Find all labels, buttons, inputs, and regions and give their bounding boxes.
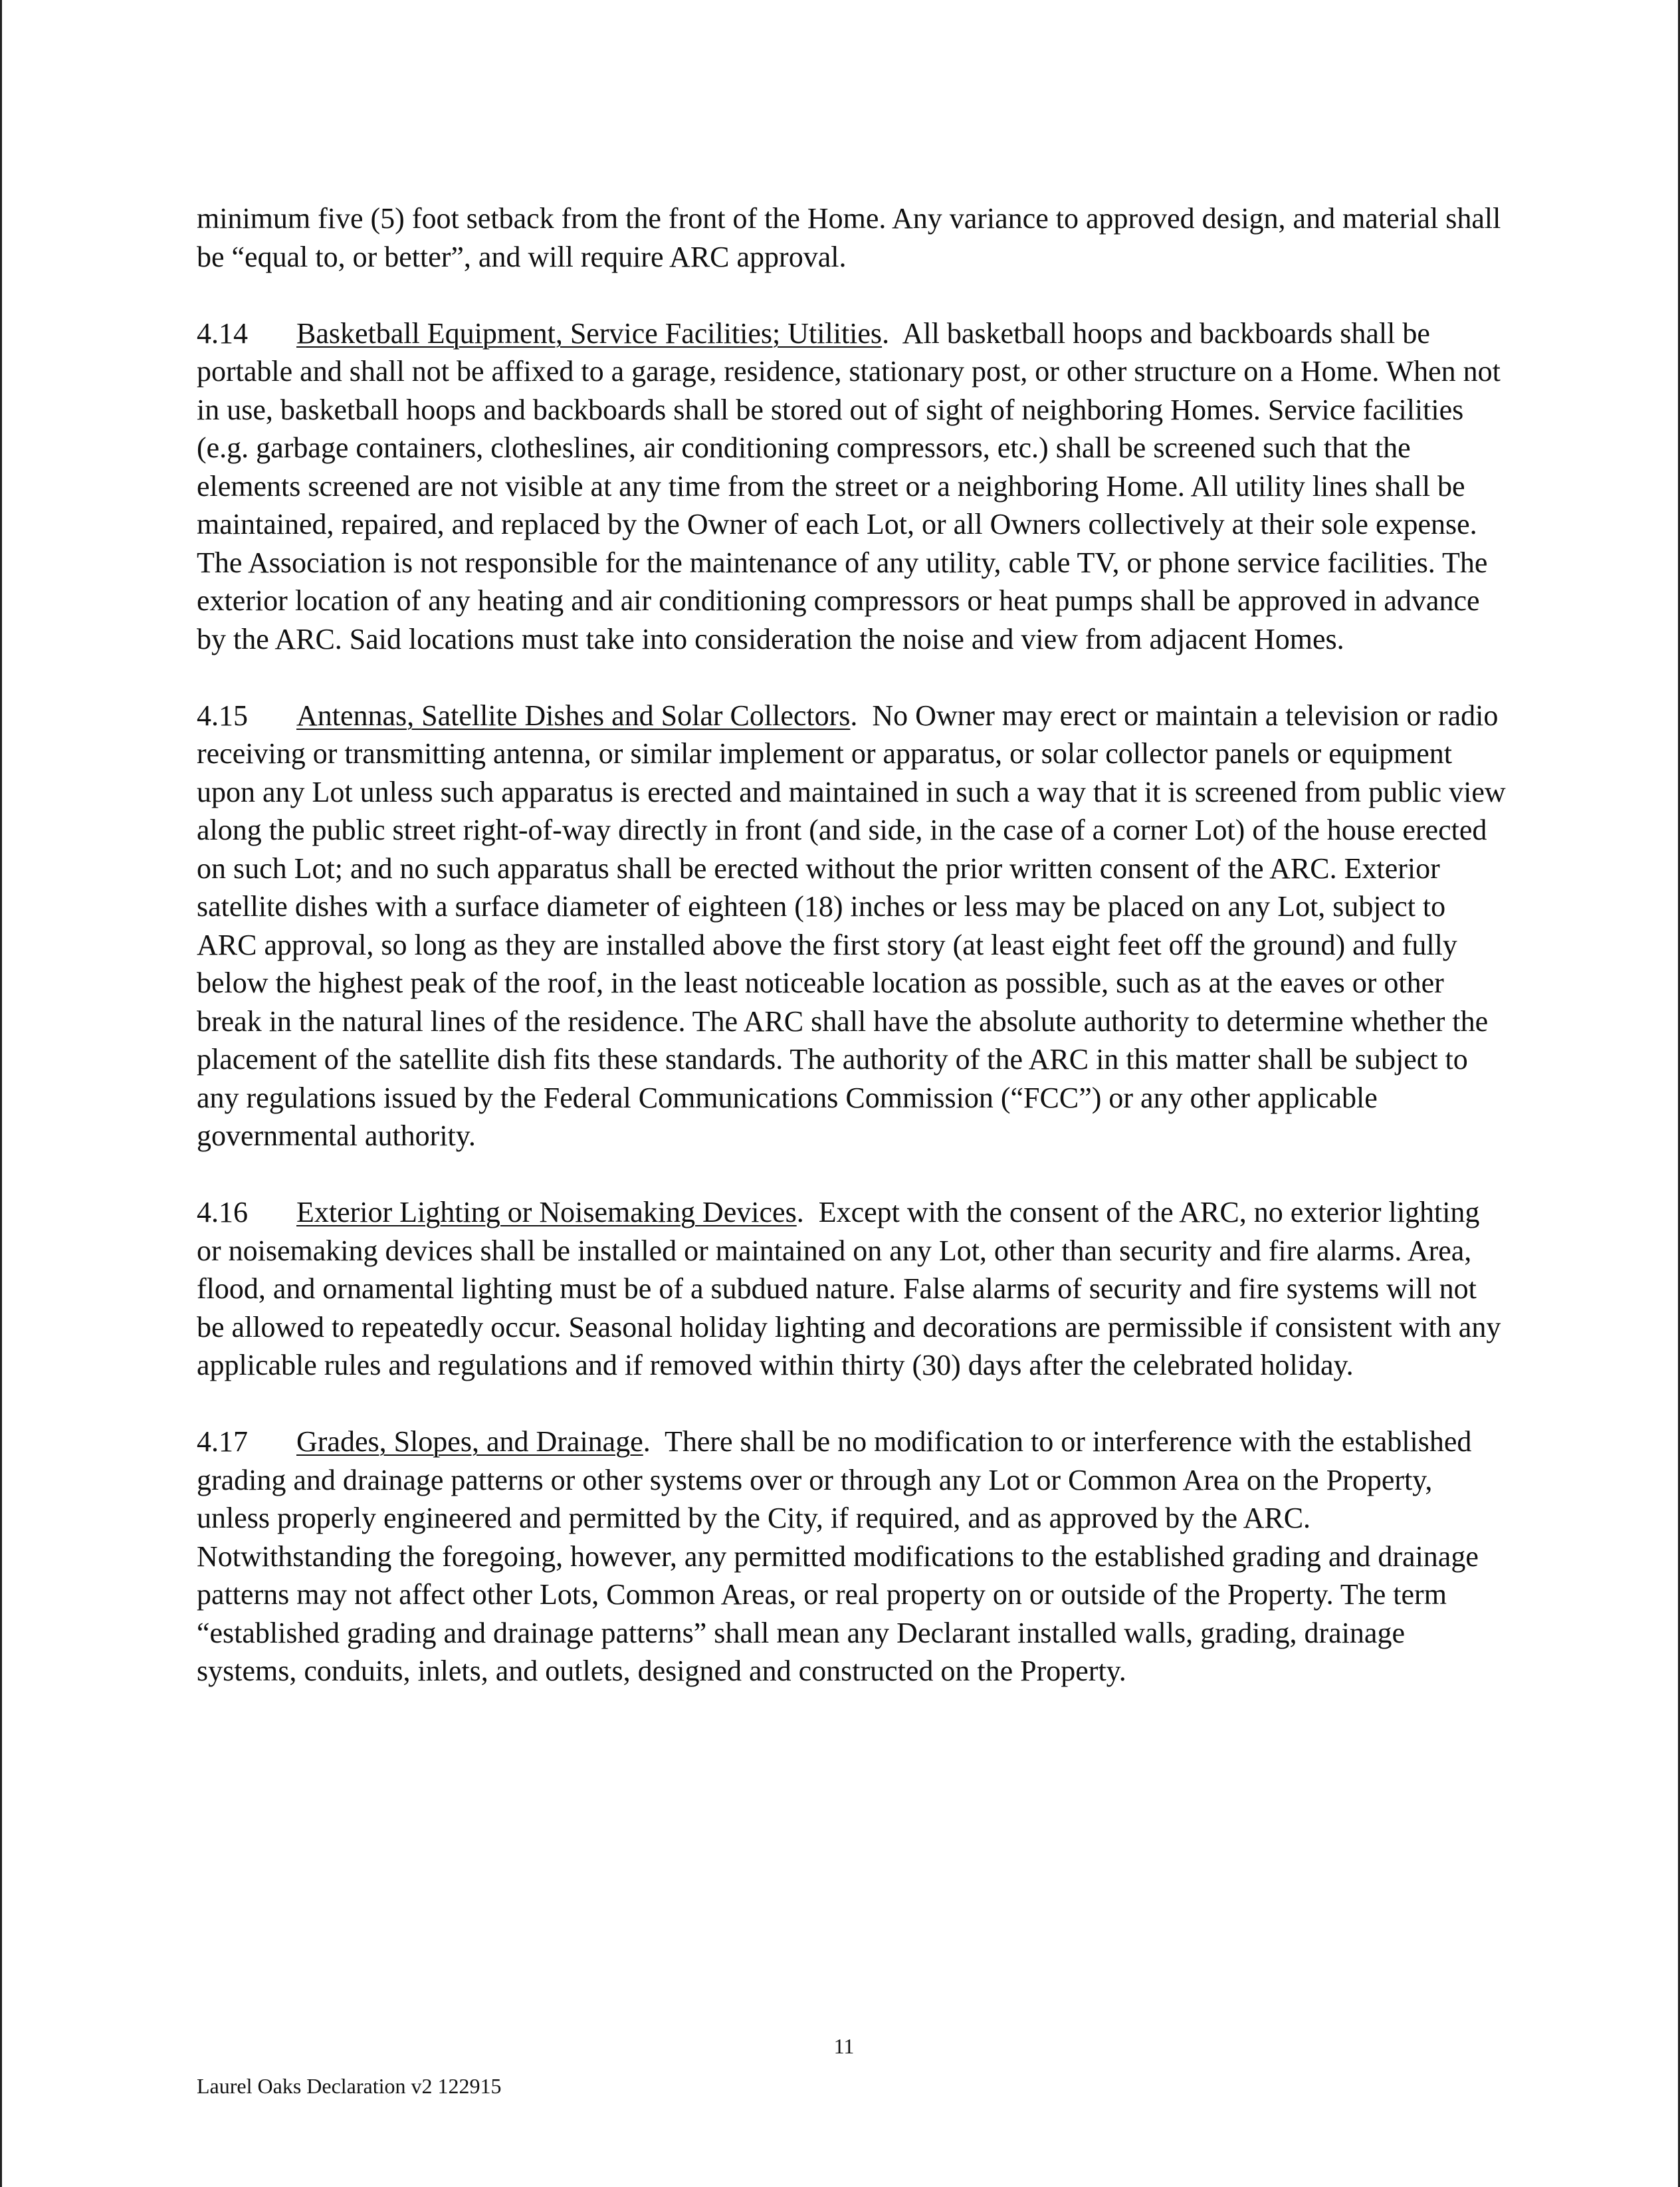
section-number: 4.14 [197, 316, 248, 350]
section-4-14: 4.14 Basketball Equipment, Service Facilities; Utilities. All basketball hoops and backboards shall be portable and shall not be affixed to a garage, residence, stationary post, or other structure on a Home. When not in use, basketball hoops and backboards shall be stored out of sight of neighboring Homes. Service facilities (e.g. garbage containers, clotheslines, air conditioning compressors, etc.) shall be screened such that the elements screened are not visible at any time from the street or a neighboring Home. All utility lines shall be maintained, repaired, and replaced by the Owner of each Lot, or all Owners collectively at their sole expense. The Association is not responsible for the maintenance of any utility, cable TV, or phone service facilities. The exterior location of any heating and air conditioning compressors or heat pumps shall be approved in advance by the ARC. Said locations must take into consideration the noise and view from adjacent Homes. [197, 314, 1506, 659]
section-text: There shall be no modification to or interference with the established grading and drainage patterns or other systems over or through any Lot or Common Area on the Property, unless properly engineered and permitted by the City, if required, and as approved by the ARC. Notwithstanding the foregoing, however, any permitted modifications to the established grading and drainage patterns may not affect other Lots, Common Areas, or real property on or outside of the Property. The term “established grading and drainage patterns” shall mean any Declarant installed walls, grading, drainage systems, conduits, inlets, and outlets, designed and constructed on the Property. [197, 1425, 1479, 1687]
section-4-15: 4.15 Antennas, Satellite Dishes and Solar Collectors. No Owner may erect or maintain a television or radio receiving or transmitting antenna, or similar implement or apparatus, or solar collector panels or equipment upon any Lot unless such apparatus is erected and maintained in such a way that it is screened from public view along the public street right-of-way directly in front (and side, in the case of a corner Lot) of the house erected on such Lot; and no such apparatus shall be erected without the prior written consent of the ARC. Exterior satellite dishes with a surface diameter of eighteen (18) inches or less may be placed on any Lot, subject to ARC approval, so long as they are installed above the first story (at least eight feet off the ground) and fully below the highest peak of the roof, in the least noticeable location as possible, such as at the eaves or other break in the natural lines of the residence. The ARC shall have the absolute authority to determine whether the placement of the satellite dish fits these standards. The authority of the ARC in this matter shall be subject to any regulations issued by the Federal Communications Commission (“FCC”) or any other applicable governmental authority. [197, 697, 1506, 1155]
section-4-16: 4.16 Exterior Lighting or Noisemaking Devices. Except with the consent of the ARC, no exterior lighting or noisemaking devices shall be installed or maintained on any Lot, other than security and fire alarms. Area, flood, and ornamental lighting must be of a subdued nature. False alarms of security and fire systems will not be allowed to repeatedly occur. Seasonal holiday lighting and decorations are permissible if consistent with any applicable rules and regulations and if removed within thirty (30) days after the celebrated holiday. [197, 1193, 1506, 1385]
section-text: No Owner may erect or maintain a television or radio receiving or transmitting antenna, or similar implement or apparatus, or solar collector panels or equipment upon any Lot unless such apparatus is erected and maintained in such a way that it is screened from public view along the public street right-of-way directly in front (and side, in the case of a corner Lot) of the house erected on such Lot; and no such apparatus shall be erected without the prior written consent of the ARC. Exterior satellite dishes with a surface diameter of eighteen (18) inches or less may be placed on any Lot, subject to ARC approval, so long as they are installed above the first story (at least eight feet off the ground) and fully below the highest peak of the roof, in the least noticeable location as possible, such as at the eaves or other break in the natural lines of the residence. The ARC shall have the absolute authority to determine whether the placement of the satellite dish fits these standards. The authority of the ARC in this matter shall be subject to any regulations issued by the Federal Communications Commission (“FCC”) or any other applicable governmental authority. [197, 699, 1506, 1152]
section-text: Except with the consent of the ARC, no exterior lighting or noisemaking devices shall be installed or maintained on any Lot, other than security and fire alarms. Area, flood, and ornamental lighting must be of a subdued nature. False alarms of security and fire systems will not be allowed to repeatedly occur. Seasonal holiday lighting and decorations are permissible if consistent with any applicable rules and regulations and if removed within thirty (30) days after the celebrated holiday. [197, 1196, 1501, 1381]
page-number: 11 [833, 2034, 855, 2058]
continuation-paragraph: minimum five (5) foot setback from the front of the Home. Any variance to approved design, and material shall be “equal to, or better”, and will require ARC approval. [197, 202, 1501, 273]
scan-edge-left [0, 0, 2, 2187]
section-title: Basketball Equipment, Service Facilities; Utilities [296, 316, 883, 350]
section-title: Grades, Slopes, and Drainage [296, 1425, 643, 1458]
section-title: Exterior Lighting or Noisemaking Devices [296, 1196, 797, 1228]
section-text: All basketball hoops and backboards shall be portable and shall not be affixed to a garage, residence, stationary post, or other structure on a Home. When not in use, basketball hoops and backboards shall be stored out of sight of neighboring Homes. Service facilities (e.g. garbage containers, clotheslines, air conditioning compressors, etc.) shall be screened such that the elements screened are not visible at any time from the street or a neighboring Home. All utility lines shall be maintained, repaired, and replaced by the Owner of each Lot, or all Owners collectively at their sole expense. The Association is not responsible for the maintenance of any utility, cable TV, or phone service facilities. The exterior location of any heating and air conditioning compressors or heat pumps shall be approved in advance by the ARC. Said locations must take into consideration the noise and view from adjacent Homes. [197, 316, 1501, 655]
section-number: 4.15 [197, 699, 248, 732]
section-number: 4.16 [197, 1196, 248, 1228]
section-title: Antennas, Satellite Dishes and Solar Collectors [296, 699, 851, 732]
document-footer: Laurel Oaks Declaration v2 122915 [197, 2074, 502, 2098]
section-number: 4.17 [197, 1425, 248, 1458]
section-4-17: 4.17 Grades, Slopes, and Drainage. There shall be no modification to or interference with the established grading and drainage patterns or other systems over or through any Lot or Common Area on the Property, unless properly engineered and permitted by the City, if required, and as approved by the ARC. Notwithstanding the foregoing, however, any permitted modifications to the established grading and drainage patterns may not affect other Lots, Common Areas, or real property on or outside of the Property. The term “established grading and drainage patterns” shall mean any Declarant installed walls, grading, drainage systems, conduits, inlets, and outlets, designed and constructed on the Property. [197, 1423, 1506, 1690]
document-body [197, 199, 1506, 1728]
